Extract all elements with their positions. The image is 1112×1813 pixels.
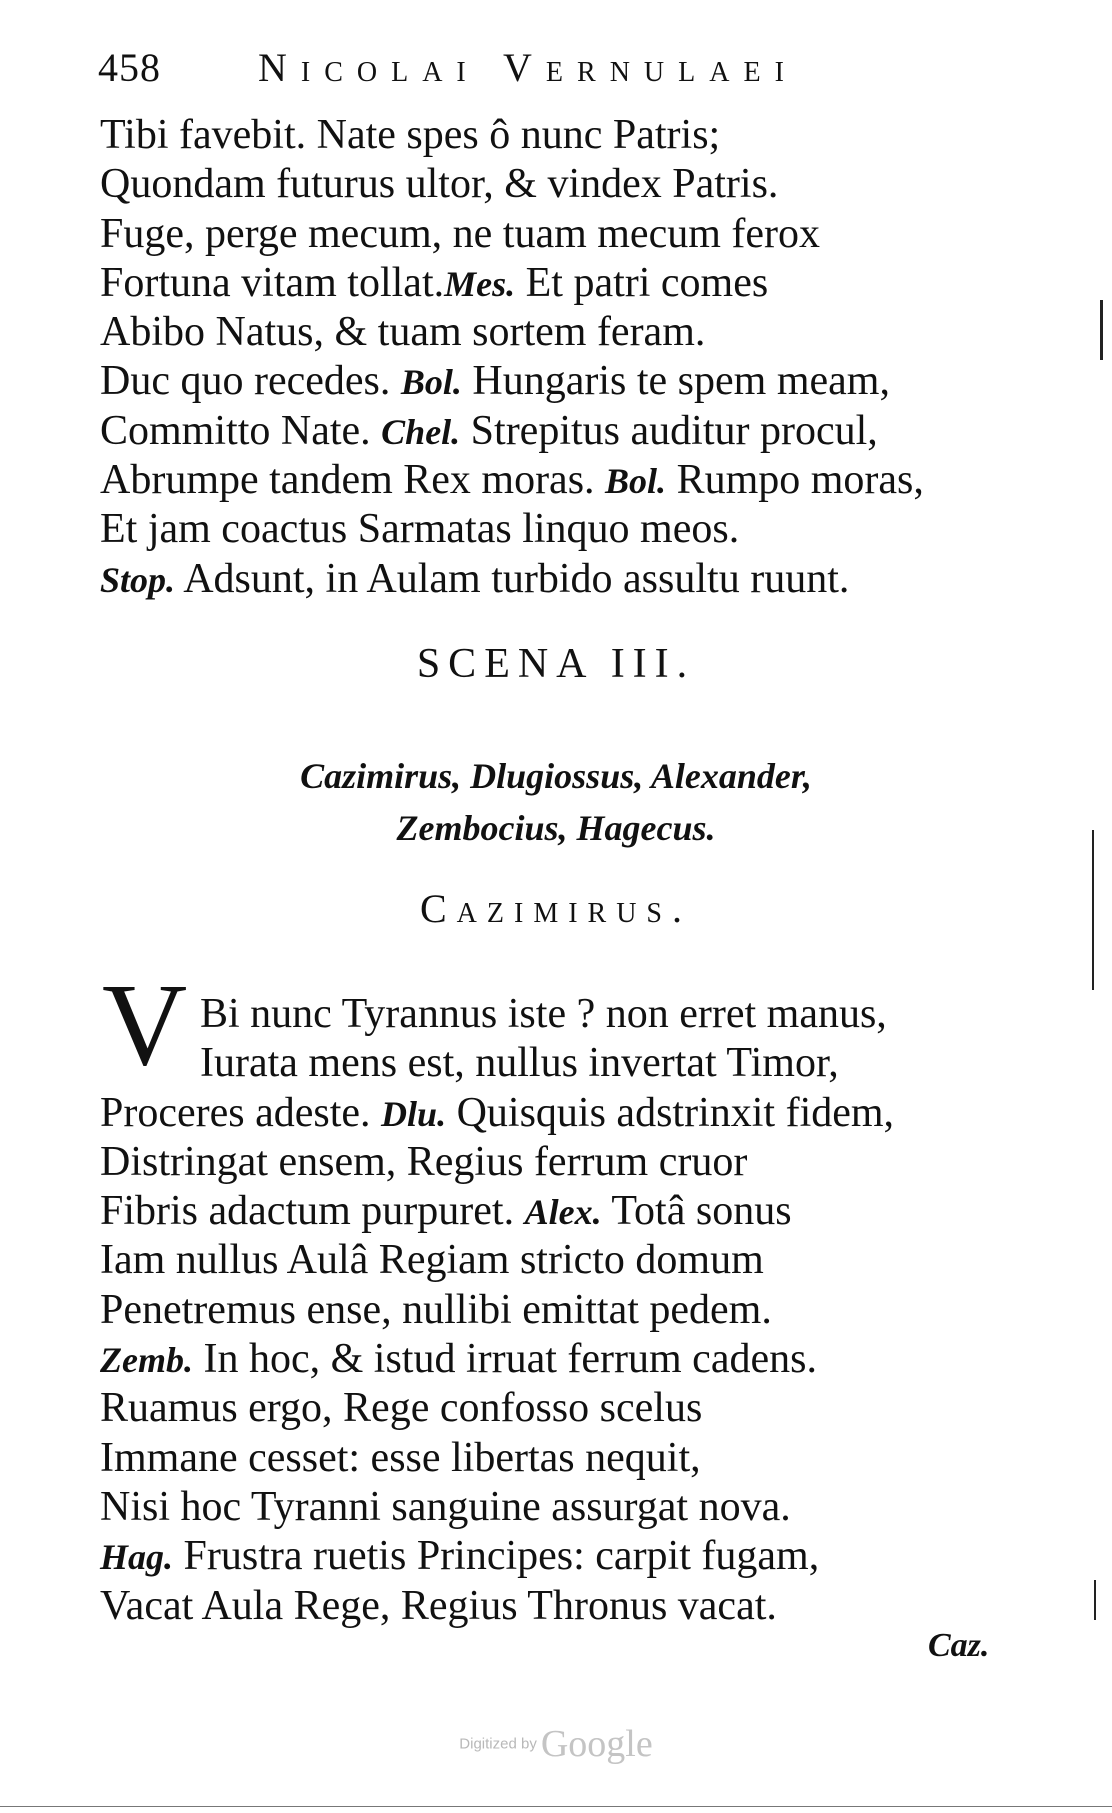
drop-cap: V (102, 959, 188, 1090)
verse-text-continued: Totâ sonus (601, 1188, 792, 1235)
scene-title: SCENA III. (416, 641, 696, 687)
verse-text: Iam nullus Aulâ Regiam stricto domum (100, 1237, 764, 1284)
verse-text: Penetremus ense, nullibi emittat pedem. (100, 1286, 772, 1333)
verse-text: Bi nunc Tyrannus iste ? non erret manus, (200, 991, 887, 1037)
verse-text: Fortuna vitam tollat. (100, 259, 445, 306)
verse-line (100, 160, 924, 209)
speaker-abbreviation: Hag. (100, 1537, 174, 1578)
verse-line (100, 1039, 894, 1088)
verse-text-continued: Hungaris te spem meam, (461, 358, 890, 405)
verse-line (100, 1236, 894, 1285)
speaker-abbreviation: Dlu. (381, 1093, 447, 1134)
verse-line (100, 505, 924, 554)
speaker-abbreviation: Alex. (524, 1192, 602, 1233)
verse-text: Ruamus ergo, Rege confosso scelus (100, 1385, 703, 1432)
verse-text: Et jam coactus Sarmatas linquo meos. (100, 506, 740, 553)
verse-text: Duc quo recedes. (100, 358, 401, 405)
verse-text: Quondam futurus ultor, & vindex Patris. (100, 161, 779, 208)
verse-text-continued: Quisquis adstrinxit fidem, (446, 1089, 895, 1136)
verse-line (100, 1532, 894, 1581)
verse-text: Iurata mens est, nullus invertat Timor, (200, 1040, 839, 1087)
page-edge-shadow-2 (1092, 830, 1094, 990)
watermark-brand: Google (540, 1723, 653, 1765)
verse-line (100, 1434, 894, 1483)
verse-text-continued: Frustra ruetis Principes: carpit fugam, (173, 1533, 820, 1580)
verse-line (100, 555, 924, 604)
catchword: Caz. (928, 1627, 990, 1664)
running-head: Nicolai Vernulaei (258, 45, 798, 90)
verse-text: Vacat Aula Rege, Regius Thronus vacat. (100, 1582, 777, 1629)
verse-line (100, 1582, 894, 1631)
verse-text: Committo Nate. (100, 407, 382, 454)
verse-line (100, 357, 924, 406)
page-edge-shadow (1100, 300, 1103, 360)
verse-text: Abibo Natus, & tuam sortem feram. (100, 309, 706, 356)
verse-text-continued: Strepitus auditur procul, (460, 407, 878, 454)
verse-text-continued: Et patri comes (515, 259, 769, 306)
page-number: 458 (98, 45, 161, 90)
speaker-abbreviation: Bol. (400, 362, 462, 403)
verse-line (100, 1335, 894, 1384)
verse-text-continued: In hoc, & istud irruat ferrum cadens. (192, 1336, 817, 1383)
verse-text: Fibris adactum purpuret. (100, 1188, 525, 1235)
speaker-heading: Cazimirus. (419, 886, 693, 931)
verse-line (100, 1384, 894, 1433)
verse-line (100, 1483, 894, 1532)
verse-block-2 (100, 990, 894, 1631)
page-bottom-rule (0, 1806, 1112, 1807)
page-header (98, 44, 858, 104)
verse-text: Immane cesset: esse libertas nequit, (100, 1434, 701, 1481)
verse-line (100, 1138, 894, 1187)
speaker-abbreviation: Mes. (444, 263, 516, 304)
verse-line (100, 111, 924, 160)
verse-line (100, 990, 894, 1039)
verse-line (100, 210, 924, 259)
verse-text: Distringat ensem, Regius ferrum cruor (100, 1138, 748, 1185)
verse-text: Nisi hoc Tyranni sanguine assurgat nova. (100, 1483, 791, 1530)
verse-line (100, 308, 924, 357)
characters-line-2: Zembocius, Hagecus. (396, 808, 716, 848)
watermark-prefix: Digitized by (459, 1735, 537, 1753)
characters-line-1: Cazimirus, Dlugiossus, Alexander, (300, 756, 812, 796)
speaker-abbreviation: Stop. (100, 559, 176, 600)
verse-line (100, 1089, 894, 1138)
dramatis-personae (0, 750, 1112, 854)
digitization-watermark (0, 1722, 1112, 1766)
verse-line (100, 407, 924, 456)
verse-line (100, 456, 924, 505)
verse-text: Fuge, perge mecum, ne tuam mecum ferox (100, 210, 820, 257)
verse-text: Proceres adeste. (100, 1089, 382, 1136)
verse-text-continued: Rumpo moras, (666, 457, 924, 504)
speaker-abbreviation: Chel. (381, 411, 461, 452)
page-edge-shadow-3 (1094, 1580, 1096, 1620)
verse-block-1 (100, 111, 924, 604)
speaker-abbreviation: Bol. (605, 461, 667, 502)
verse-line (100, 1187, 894, 1236)
verse-text: Tibi favebit. Nate spes ô nunc Patris; (100, 112, 721, 158)
verse-text: Abrumpe tandem Rex moras. (100, 457, 606, 504)
verse-line (100, 1286, 894, 1335)
speaker-abbreviation: Zemb. (100, 1340, 193, 1381)
verse-text-continued: Adsunt, in Aulam turbido assultu ruunt. (175, 555, 850, 602)
verse-line (100, 259, 924, 308)
